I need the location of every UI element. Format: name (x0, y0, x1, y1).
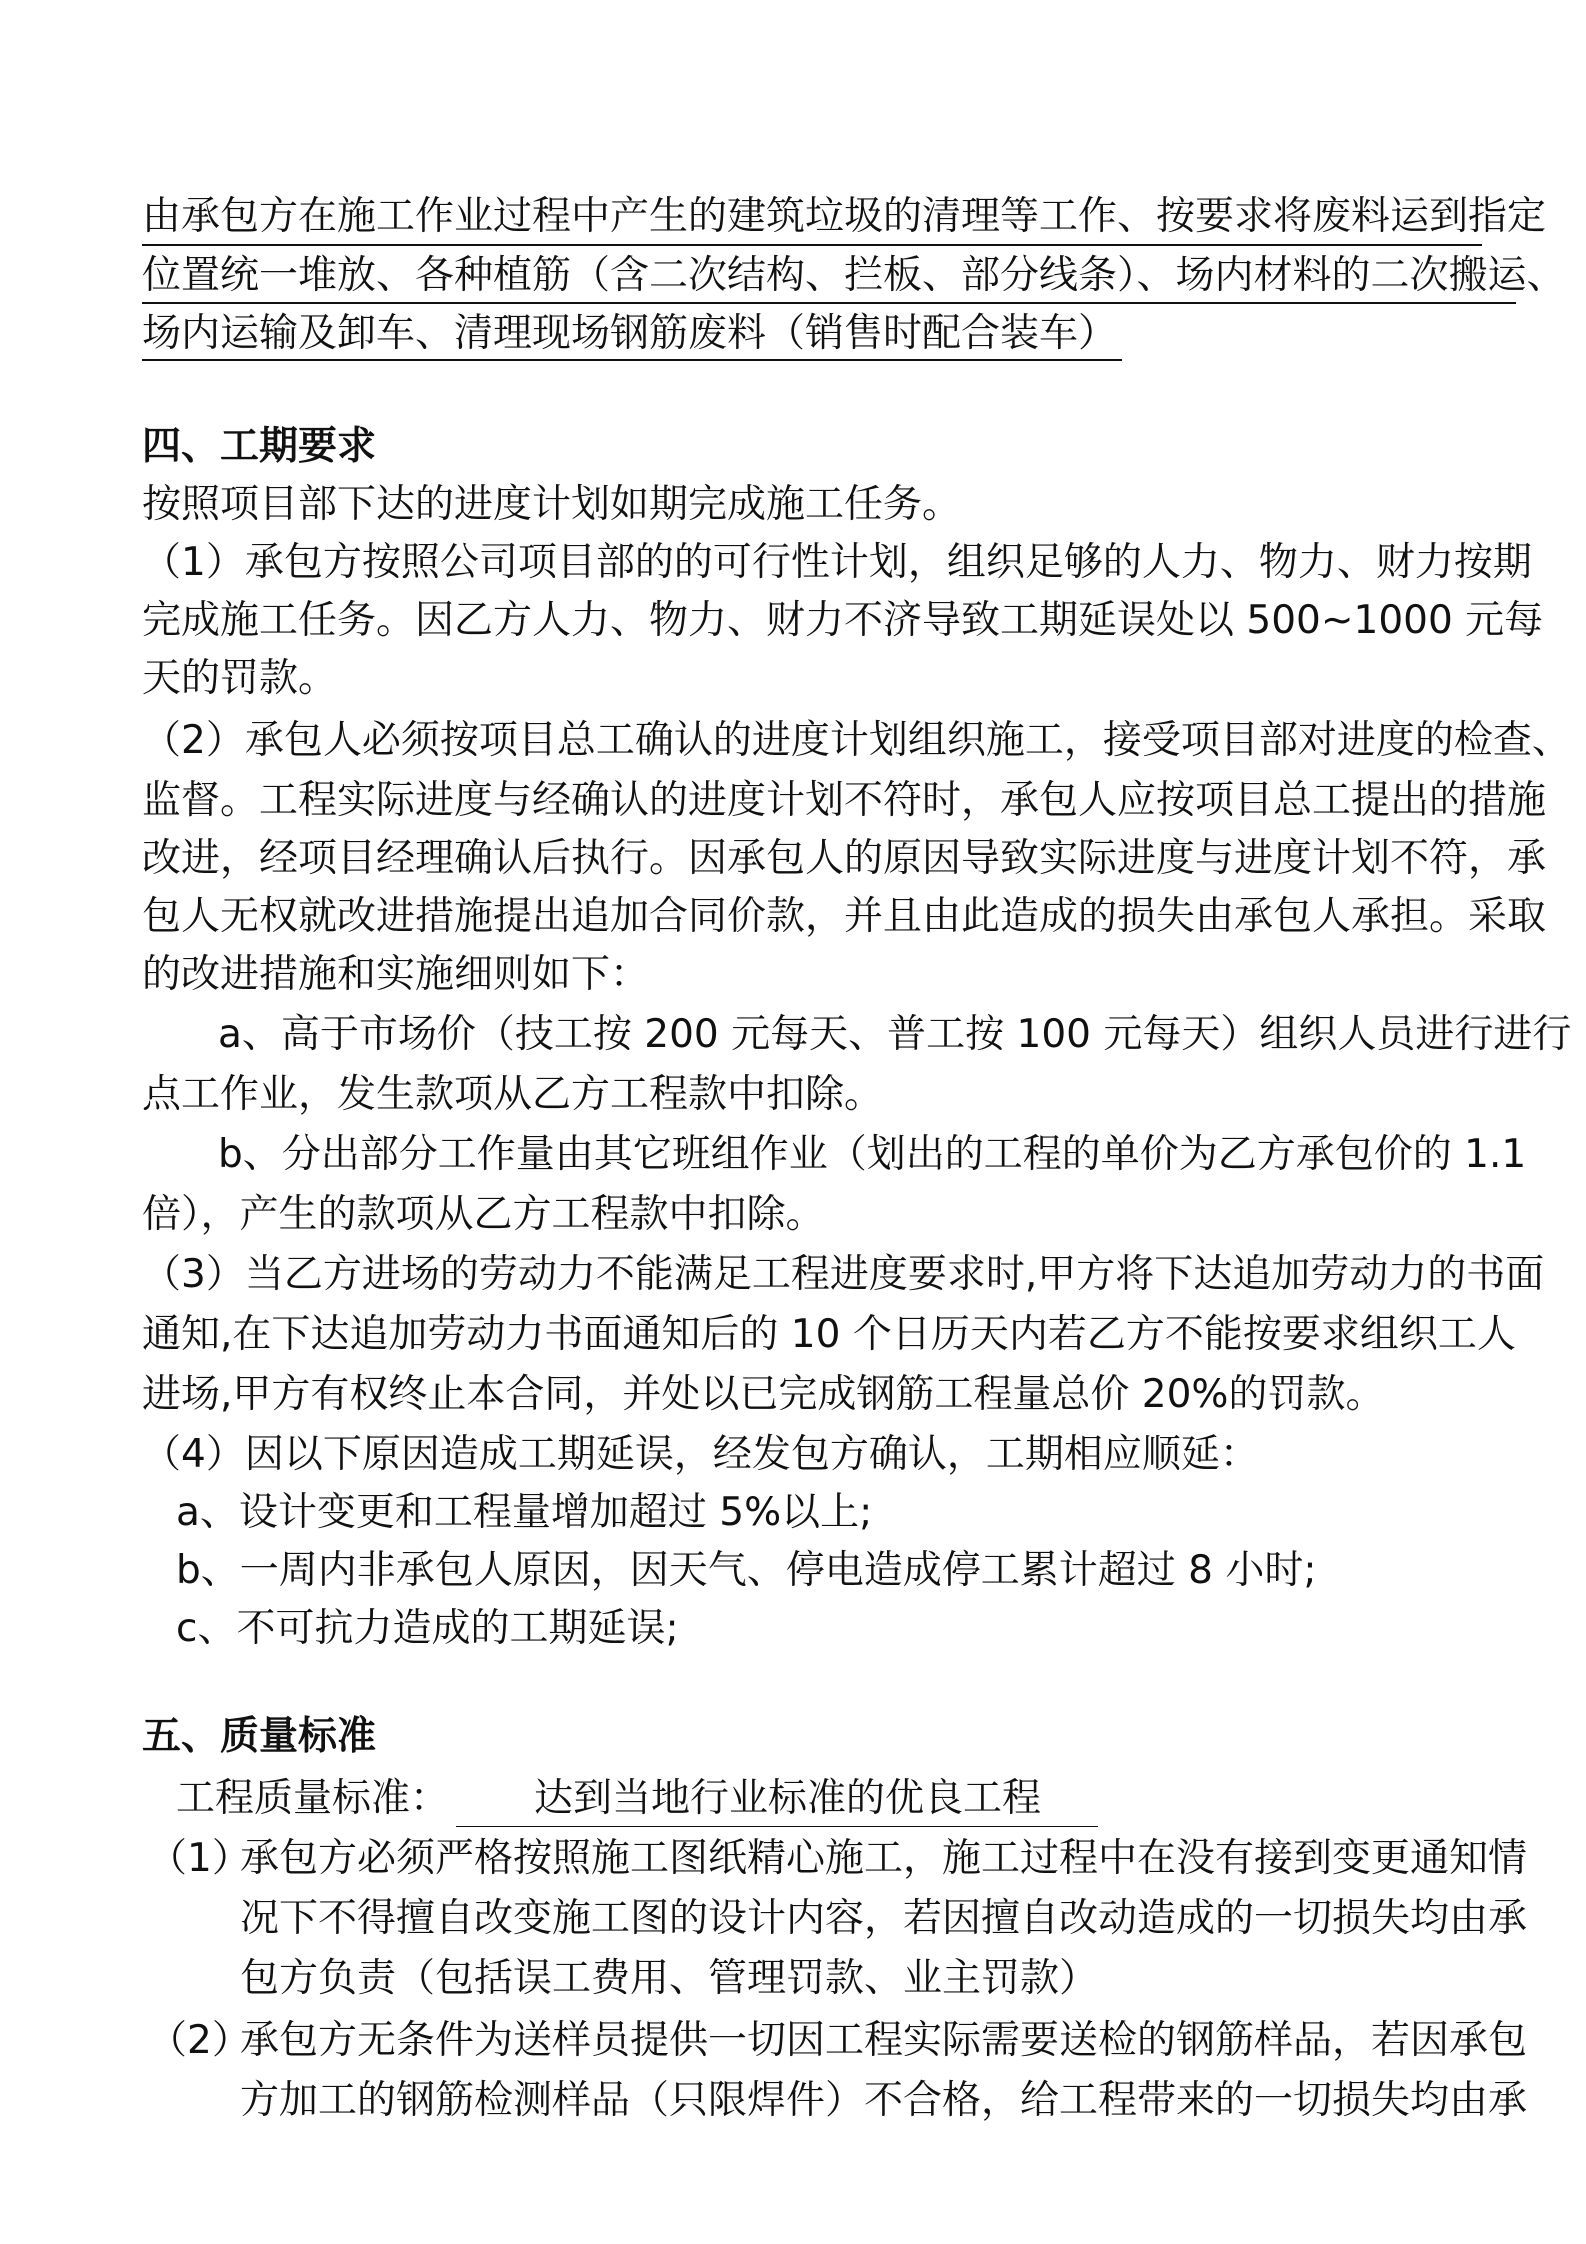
section-4-item-2-line-5: 的改进措施和实施细则如下： (142, 952, 650, 997)
section-4-item-1-line-2: 完成施工任务。因乙方人力、物力、财力不济导致工期延误处以 500~1000 元每 (142, 598, 1544, 643)
section-5-item-1-line-1: 承包方必须严格按照施工图纸精心施工，施工过程中在没有接到变更通知情 (240, 1836, 1528, 1881)
section-4-item-4-sub-b: b、一周内非承包人原因，因天气、停电造成停工累计超过 8 小时; (176, 1548, 1317, 1593)
section-4-item-3-line-2: 通知,在下达追加劳动力书面通知后的 10 个日历天内若乙方不能按要求组织工人 (142, 1312, 1516, 1357)
section-5-item-1-line-2: 况下不得擅自改变施工图的设计内容，若因擅自改动造成的一切损失均由承 (240, 1896, 1528, 1941)
section-4-item-4-sub-a: a、设计变更和工程量增加超过 5%以上; (176, 1490, 873, 1535)
scope-underline-1 (142, 244, 1482, 246)
section-4-item-3-line-1: （3）当乙方进场的劳动力不能满足工程进度要求时,甲方将下达追加劳动力的书面 (142, 1252, 1545, 1297)
section-4-item-2-line-1: （2）承包人必须按项目总工确认的进度计划组织施工，接受项目部对进度的检查、 (142, 718, 1571, 763)
quality-standard-value: 达到当地行业标准的优良工程 (534, 1776, 1042, 1821)
section-4-item-1-line-3: 天的罚款。 (142, 656, 338, 701)
section-4-item-4-sub-c: c、不可抗力造成的工期延误; (176, 1606, 679, 1651)
section-4-item-3-line-3: 进场,甲方有权终止本合同，并处以已完成钢筋工程量总价 20%的罚款。 (142, 1372, 1385, 1417)
section-4-item-4: （4）因以下原因造成工期延误，经发包方确认，工期相应顺延： (142, 1432, 1259, 1477)
section-4-item-1-line-1: （1）承包方按照公司项目部的的可行性计划，组织足够的人力、物力、财力按期 (142, 540, 1532, 585)
section-4-item-2b-line-1: b、分出部分工作量由其它班组作业（划出的工程的单价为乙方承包价的 1.1 (218, 1132, 1527, 1177)
section-5-item-2-number: （2） (148, 2018, 251, 2063)
section-4-item-2-line-4: 包人无权就改进措施提出追加合同价款，并且由此造成的损失由承包人承担。采取 (142, 894, 1547, 939)
section-5-item-2-line-1: 承包方无条件为送样员提供一切因工程实际需要送检的钢筋样品，若因承包 (240, 2018, 1528, 2063)
section-5-item-2-line-2: 方加工的钢筋检测样品（只限焊件）不合格，给工程带来的一切损失均由承 (240, 2078, 1528, 2123)
section-4-item-2a-line-1: a、高于市场价（技工按 200 元每天、普工按 100 元每天）组织人员进行进行 (218, 1012, 1572, 1057)
scope-underline-2 (142, 302, 1516, 304)
section-4-item-2b-line-2: 倍），产生的款项从乙方工程款中扣除。 (142, 1192, 825, 1237)
scope-line-3: 场内运输及卸车、清理现场钢筋废料（销售时配合装车） (142, 311, 1118, 356)
quality-standard-underline (456, 1826, 1098, 1827)
section-4-item-2-line-3: 改进，经项目经理确认后执行。因承包人的原因导致实际进度与进度计划不符，承 (142, 836, 1547, 881)
scope-underline-3 (142, 359, 1122, 361)
section-4-item-2a-line-2: 点工作业，发生款项从乙方工程款中扣除。 (142, 1072, 884, 1117)
section-5-item-1-number: （1） (148, 1836, 251, 1881)
section-5-heading: 五、质量标准 (142, 1714, 377, 1759)
quality-standard-label: 工程质量标准： (176, 1776, 450, 1821)
scope-line-1: 由承包方在施工作业过程中产生的建筑垃圾的清理等工作、按要求将废料运到指定 (142, 194, 1547, 239)
section-4-item-2-line-2: 监督。工程实际进度与经确认的进度计划不符时，承包人应按项目总工提出的措施 (142, 778, 1547, 823)
section-4-intro: 按照项目部下达的进度计划如期完成施工任务。 (142, 482, 962, 527)
scope-line-2: 位置统一堆放、各种植筋（含二次结构、拦板、部分线条）、场内材料的二次搬运、 (142, 253, 1566, 298)
section-4-heading: 四、工期要求 (142, 424, 377, 469)
section-5-item-1-line-3: 包方负责（包括误工费用、管理罚款、业主罚款） (240, 1956, 1099, 2001)
